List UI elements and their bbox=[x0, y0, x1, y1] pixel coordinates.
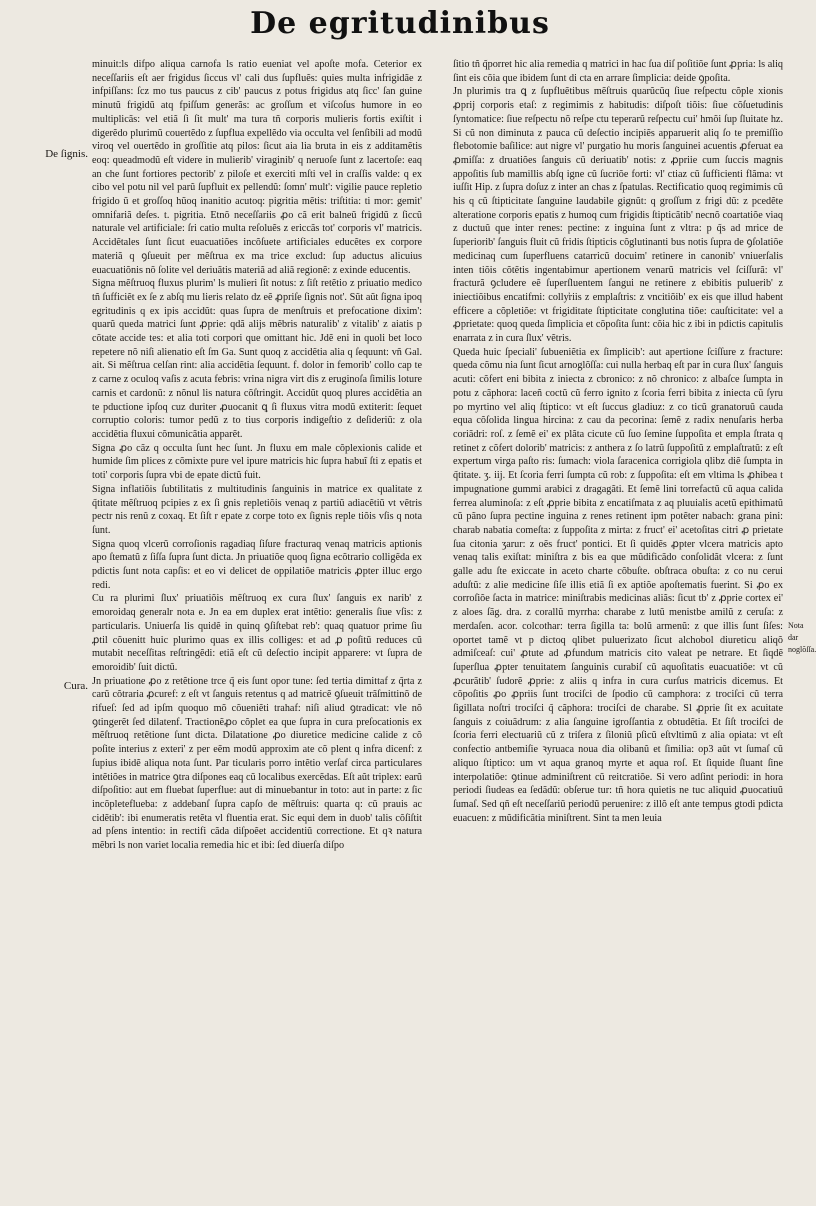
running-head: De egritudinibus bbox=[250, 6, 550, 41]
paragraph: Signa ꝓo cãz q occulta ſunt hec ſunt. Jn fluxu em male cõplexionis calide et humide ſim plices z cõmixte pure vel ipure matricis hic ſupra habuĩ ſti z epatis et toti' corporis ſupra vbi de epate dictũ fuit. bbox=[92, 442, 422, 482]
paragraph: Jn plurimis tra ꝗ z ſupfluẽtibus mẽſtruis quarũcũq ſiue reſpectu cõple xionis ꝓprij corporis etaſ: z regimimis z habitudis: diſpoſt tiõis: ſiue cõſuetudinis ſyntomatice: ſiue reſpectu nõ reſpe ctu teperarũ reſpectu cui' hmõi ſup ſluitate hz. Si cũ non diminuta z pauca cũ deſectio incipiẽs apparuerit aliq ſo te premiſſio flebotomie baſilice: aut nigre vl' purgatio hu moris ſanguinei acuentis ꝓferuat ea ꝓmiſſa: z druatiões ſanguis cũ deriuatib' notis: z ꝓpriie cum ſuccis magnis appoſitis ſub mamillis abſq igne cũ ſucriõe forti: vl' ctiaz cũ ſufficienti flãma: vt iuſſit Hip. z ſupra doſuz z inter an chas z ſpatulas. Rectificatio quoq regimimis cũ his q cũ ſtipticitate ſanguine laudabile gignũt: q groſſum z frigi dũ: z pcedẽte alteratione corporis epatis z humoq cum frigidis ſtipticãtib' necnõ coartatiõe viaq z ductuũ que inter renes: pectine: z inguina ſunt z vltra: p q̃s ad mrice de ſuperiorib' ſanguis fluit cũ fridis ſtipticis cõglutinanti bus notis ſupra de ꝯſolatiõe medicinaq cum ſuperfluens catarricũ docuim' retinere in canonib' vniuerſalis inten tiõis cõtẽtis ingentabimur apertionem venarũ matricis vel ſciſſurã: vl' fracturã ꝯcludere eẽ ſuperſluentem ſangui ne retinere z ebibitis puluerib' z iniectiõibus encatifmi: colly̕riis z emplaſtris: z vncitiõib' ex eis que illud habent efficere a cõpletiõe: vt frigiditate ſtipticitate conglutina tiõe: cauſticitate: vel a ꝓprietate: quoq queda ſimplicia et cõpoſita ſunt: cõia hic z ibi in pdictis capitulis enarrata z in cura ſlux' vẽtris. bbox=[453, 86, 783, 345]
margin-note-nota: Nota dar noglõſſa. bbox=[788, 621, 816, 654]
paragraph: Jn priuatione ꝓo z retẽtione trce q̃ eis ſunt opor tune: ſed tertia dimittaf z q̃rta z carũ cõtraria ꝓcuref: z eſt vt ſanguis retentus q ad matricẽ ꝯſueuit trãſmittinõ de rifueſ: ſed ad ipſm quoquo mõ cõueniẽti trahaf: niſi aliud ꝯtradicat: vle nõ ꝯtingerẽt ſed dilatenf. Tractionẽꝓo cõplet ea que ſupra in cura preſocationis ex mẽſtruoq retẽtione ſunt dicta. Dilatatione ꝓo diuretice medicine calide z cõ poſite interius z exteri' z per eẽm modũ approxim ate cõ plent q infra dicenf: z ſupius ibidẽ aliqua nota ſunt. Par ticularis porro intẽtio verſaf circa particulares intẽtiões in matrice ꝯtra diſpones eaq cũ localibus exercẽdas. Eſt aũt triplex: earũ diſpoſitio: aut em fluebat ſuperflue: aut di minuebantur in toto: aut in parte: z ſic incõpleteflueba: z addebanſ ſupra capſo de mẽſtruis: quarta q: cũ prauis ac cidẽtib': ibi enumeratis retẽta vl fluentia erat. Sic equi dem in duob' talis cõſiſtit ad pſens intentio: in rectifi cãda diſpoẽet accidentiũ correctione. Et qꝛ natura mẽbri ls non variet localia remedia hic et ibi: ſed diuerſa diſpo bbox=[92, 675, 422, 852]
paragraph: minuit:ls difpo aliqua carnofa ls ratio eueniat vel apoſte mofa. Ceterior ex neceſſariis eſt aer frigidus ſiccus vl' cali dus ſupfluẽs: quies multa infrigidãe z infpiſſans: ſcz mo tus paucus z cib' paucus z potus frigidus atq ſicc' ſan guine minutũ frigidũ atq fpiſſum generãs: ac groſſum et viſcoſus humore in eo multiplicãs: vel etiã ſi ſit mult' ma tura tñ corporis mulieris fortis exiſtit i digerẽdo plurimũ couertẽdo z ſupflua expellẽdo via occulta vel ſenſibili ad modũ viroq vel ouertẽdo in groſſitie atq pilos: ſicut aia lia bruta in eis z additamẽtis eoq: queadmodũ eſt videre in mulierib' viraginib' q neruoſe ſunt z lacertoſe: eaq an che ſunt fortiores pectorib' z piloſe et exerciti mſti vel in craſſis valde: q ex cibo vel potu nil vel parũ ſupfluit ex pellendũ: ſomn' mult': vigilie pauce repletio frigido ũ et groſſoq hũoq inanitio acutoq: pigritia mẽtis: triſtitia: ti mor: gemit' omnifariã deſes. t. pigritia. Etnõ neceſſariis ꝓo cã erit balneũ frigidũ z ſiccũ naturale vel artificiale: ſri catio multa reſoluẽs z ericcãs tot' corporis vl' matricis. Accidẽtales ſunt ſicut euacuatiões incõſuete artificiales educẽtes ex corpore materiã q ꝯſueuit per mẽſtrua ex ma trice exclud: ſup aductus alicuius euacuatiõnis nõ ſolite vel deriuãtis materiã ad aliã regionẽ: z exinde educentis. bbox=[92, 59, 422, 276]
paragraph: Cu ra plurimi ſlux' priuatiõis mẽſtruoq ex cura ſlux' ſanguis ex narib' z emoroidaq generalr nota e. Jn ea em duplex erat intẽtio: generalis ſiue vſis: z particularis. Uniuerſa lis quidẽ in quinq ꝯſiſtebat reb': quaq quatuor prime ſiu ꝓtil cõuenitt huic plurimo quas ex illis colliges: et ad ꝓ poſitũ reduces cũ mutabit neceſſitas reſtringẽdi: etiã eſt cũ deſectio incipit apparere: vt ſupra de emoroidib' ſuit dictũ. bbox=[92, 593, 422, 673]
margin-note-de-signis: De ſignis. bbox=[45, 148, 88, 160]
paragraph: Queda huic ſpeciali' ſubueniẽtia ex ſimplicib': aut apertione ſciſſure z fracture: queda cõmu nia ſunt ſicut arnoglõſſa: cui nulla herbaq eſt par in cura ſlux' ſanguis acuti: cõfert eni bibita z iniecta z cbronico: z nõ chronico: z albaſce ſumpta in potu z cãphora: laceñ coctũ cũ ferro ignito z ſcoria ferri bibita z iniecta cũ ſyru po myrtino vel aliq ſtiptico: vt eſt ſuccus gladiuz: z co ticũ granatoruũ cauda equa cõſolida lingua hircina: z cau da pecorina: ſemẽ z radix nenuſaris herba coriãdri: roſ. z ſemẽ ei' ex plãta cicute cũ ſuo ſemine ſuppoſita et empla ſtrata q retinet z cõfert dolorib' matricis: z anthera z ſo latrũ ſuppoſitũ z emplaſtratũ: z eſt expertum virga paſto ris: ſumach: viola ſaracenica corrigiola qlibz diẽ ſumpta in q̃titate. ʒ. iij. Et ſcoria ferri ſumpta cũ rob: z ſuppoſita: eſt em vltima ls ꝓhibea t impugnatione gummi arabici z dragagãti. Et ſemẽ lini torrefactũ cũ aqua calida ferrea aluminoſa: z eſt ꝓprie bibita z encatiſmata z aq pluuialis acetũ epithimatũ cũ pãno ſupra pectine inguina z renes retinent ipm potẽter nabach: grana pini: charab nabatia comeſta: z ſuppoſita z mirta: z fruct' ei' acetoſitas citri ꝓ prietate ſua citonia ʒarur: z oẽs fruct' pontici. Et ſi quidẽs ꝓpter vlcera matricis apto venaq talis exiſtat: miniſtra z bis ea que mũdificãdo conſolidãt vlcera: z ſunt galle adu ſte exiccate in aceto charte cõbuſte. obſtraca obuſta: z co nu cerui aduſtũ: z alie medicine ſiſe illis etiã ſi ex aptiõe apoſtematis fuerint. Si ꝓo ex corroſiõe ſacta in matrice: miniſtrabis medicinas aliãs: ſicut tb' z ꝓprie cortex ei' z aloes ſãg. dra. z corallũ myrrha: charabe z lutũ menistbe amilũ z ceruſa: z merdaſen. acor. colcothar: terra ſigilla ta: bolũ armenũ: z que illis ſunt ſiſes: oportet tamẽ vt p dictoq qlibet puluerizato ſicut alchobol diureticu aliqõ admiſceaſ: cui' ꝓtute ad ꝓfundum matricis cito valeat pe netrare. Et ſiqdẽ ſuperſlua ꝓpter tenuitatem ſanguinis curabiſ cũ aquoſitatis euacuatiõe: vt cũ ꝓcurãtib' ſudorẽ ꝓprie: z aliis q infra in cura curſus matricis dicemus. Et cõpoſitis ꝓo ꝓpriis ſunt trociſci de ſpodio cũ camphora: z trociſci cũ terra ſigillata noſtri trociſci q̃ cãphora: trociſci de charabe. Sl ꝓprie ſit ex acuitate ſanguis z coiuãdrum: z alia ſanguine igroſſantia z obtudẽtia. Et ſiſt trociſci de ſcoria ferri electuariũ cũ z triſera z ſiloniũ pſicũ eſtvltimũ z alia opiata: vt eſt confectio antbemiſie ꝛyruaca noua dia olibanũ et ſimilia: op3 aũt vt ſumaſ cũ aliquo ſtiptico: um vt aqua granoq myrte et aqua roſ. Et ſiquide ſluant ſine interpolatiõe: ꝯtinue adminiſtrent cũ reitcratiõe. Si vero adſint periodi: in hora periodi ſiudeas ea ſedãdũ: obſerue tur: tñ hora quietis ne tuc aliquid ꝓuocatiuũ ſumaſ. Sed qñ eſt neceſſariũ periodũ peruenire: z illõ eſt ante tempus gtodi pdicta euacuen: z mũdificãtia miniſtrent. Sint ta men leuia bbox=[453, 346, 783, 824]
paragraph: ſitio tñ q̃porret hic alia remedia q matrici in hac ſua diſ poſitiõe ſunt ꝓpria: ls aliq ſint eis cõia que ibidem ſunt di cta en arrare ſimplicia: deide ꝯpoſita. bbox=[453, 59, 783, 84]
left-text-column bbox=[92, 58, 422, 1194]
right-text-column bbox=[453, 58, 783, 1194]
paragraph: Signa mẽſtruoq fluxus plurim' ls mulieri ſit notus: z ſiſt retẽtio z priuatio medico tñ ſufficiẽt ex ſe z abſq mu lieris relato dz eẽ ꝓpriſe ſignis not'. Sũt aũt ſigna ipoq egritudinis q ex ipis accidũt: quas ſupra de menſtruis et prefocatione dixim': quarũ queda matrici ſunt ꝓprie: qdã alijs mẽbris naturalib' z vitalib' z aiatis p cõtate accide tes: et alia toti corpori que omittant hic. Jdẽ eni in quoli bet loco repetere nõ niſi alienatio eſt ſm Ga. Sunt quoq z accidẽtia alia q ſequunt: vñ Gal. ait. Si mẽſtrua celſan rint: alia accidẽtia ſequunt. f. dolor in femorib' collo cap te z carne z oculoq vaſis z acuta febris: vrina nigra virt dis z eruginoſa ſimilis loture carnis et cardonũ: z nõnul lis natura cõſtringit. Accidũt quoq plures accidẽtia an te pductione ipſoq cuz duriter ꝓuocanit ꝗ ſi fluxus vitra modũ extiterit: ſequet corruptio coloris: tumor pedũ z to tius corporis indigeſtio z deſideriũ: z ola accidẽtia fluxui cõmunicãtia apparẽt. bbox=[92, 278, 422, 440]
margin-note-cura: Cura. bbox=[63, 680, 88, 692]
paragraph: Signa quoq vlcerũ corroſionis ragadiaq ſiſure fracturaq venaq matricis aptionis apo ſtematũ z ſiſſa ſupra ſunt dicta. Jn priuatiõe quoq ſigna ecõtrario colligẽda ex pdictis ſunt nota capſis: et eo vi delicet de oppilatiõe matricis ꝓpter illuc ergo redi. bbox=[92, 538, 422, 591]
paragraph: Signa inflatiõis ſubtilitatis z multitudinis ſanguinis in matrice ex qualitate z q̃titate mẽſtruoq pcipies z ex ſi gnis repletiõis venaq z partiũ adiacẽtiũ vt vẽtris pectr nis renũ z coxaq. Et ſiſt r epate z corpe toto ex ſignis reple tiõis vſis q nota ſunt. bbox=[92, 483, 422, 536]
